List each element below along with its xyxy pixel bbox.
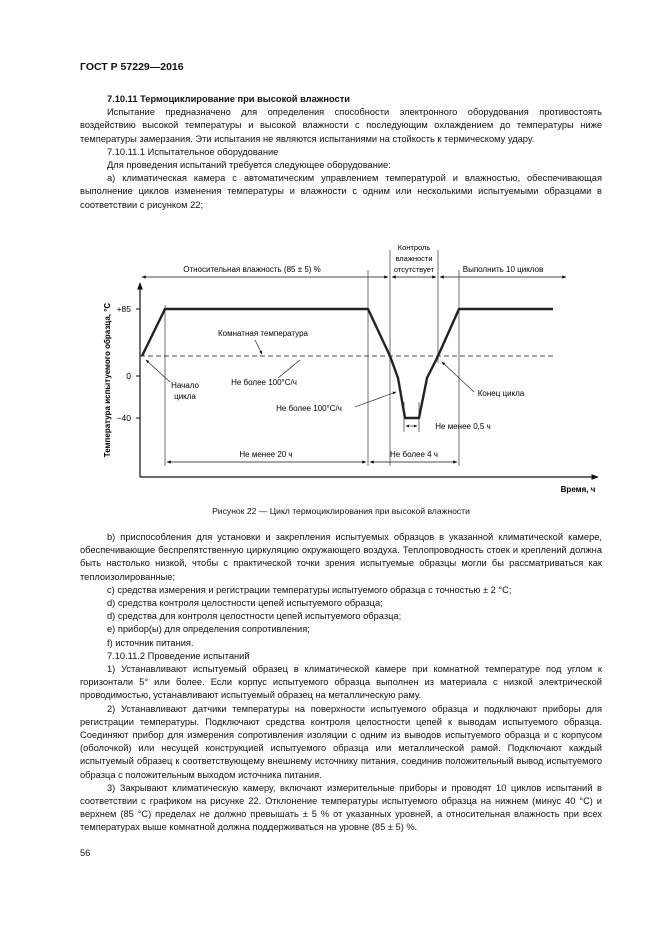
dur1-label: Не менее 20 ч bbox=[239, 450, 293, 459]
control-label-2: влажности bbox=[395, 254, 433, 263]
paragraph-equipment-intro: Для проведения испытаний требуется следующее оборудование: bbox=[107, 160, 391, 171]
start-leader bbox=[146, 360, 170, 382]
section-bottom bbox=[80, 531, 602, 835]
list-item-a: а) климатическая камера с автоматическим управлением температурой и влажностью, обеспечивающая выполнение циклов изменения температуры и влажности с одним или несколькими испытуемыми образцами в соответствии с рисунком 22; bbox=[80, 173, 602, 210]
procedure-step-3: 3) Закрывают климатическую камеру, включают измерительные приборы и проводят 10 циклов испытаний в соответствии с графиком на рисунке 22. Отклонение температуры испытуемого образца на нижнем (минус 40 °С) и верхнем (85 °С) пределах не должно превышать ± 5 % от указанных уровней, а относительная влажность при всех температурах выше комнатной должна поддерживаться на уровне (85 ± 5) %. bbox=[80, 782, 602, 833]
x-axis-label: Время, ч bbox=[560, 485, 596, 494]
humidity-label: Относительная влажность (85 ± 5) % bbox=[183, 265, 321, 274]
list-item-e: е) прибор(ы) для определения сопротивления; bbox=[107, 624, 310, 635]
list-item-d1: d) средства контроля целостности цепей испытуемого образца; bbox=[107, 598, 383, 609]
procedure-step-1: 1) Устанавливают испытуемый образец в климатической камере при комнатной температуре под углом к горизонтали 5° или более. Если корпус испытуемого образца выполнен из материала с низкой электрической проводимостью, устанавливают испытуемый образец на металлическую раму. bbox=[80, 664, 602, 701]
section-title: 7.10.11 Термоциклирование при высокой влажности bbox=[107, 94, 350, 104]
document-header: ГОСТ Р 57229—2016 bbox=[80, 61, 184, 73]
subsection-procedure: 7.10.11.2 Проведение испытаний bbox=[107, 650, 250, 661]
control-label-1: Контроль bbox=[397, 243, 431, 252]
temperature-profile bbox=[142, 309, 553, 418]
rate2-label: Не более 100°С/ч bbox=[276, 404, 342, 413]
start-label-1: Начало bbox=[171, 381, 199, 390]
start-label-2: цикла bbox=[174, 392, 196, 401]
list-item-c: с) средства измерения и регистрации температуры испытуемого образца с точностью ± 2 °С; bbox=[107, 584, 512, 595]
figure-caption: Рисунок 22 — Цикл термоциклирования при высокой влажности bbox=[212, 506, 470, 516]
end-leader bbox=[442, 362, 474, 392]
room-temp-leader bbox=[255, 340, 262, 354]
repeat-label: Выполнить 10 циклов bbox=[462, 265, 544, 274]
rate1-label: Не более 100°С/ч bbox=[231, 378, 297, 387]
list-item-d2: d) средства для контроля целостности цепей испытуемого образца; bbox=[107, 611, 402, 622]
end-label: Конец цикла bbox=[477, 389, 525, 398]
y-tick-label-minus40: −40 bbox=[116, 413, 131, 423]
hold-label: Не менее 0,5 ч bbox=[435, 422, 491, 431]
list-item-f: f) источник питания. bbox=[107, 637, 194, 648]
paragraph-purpose: Испытание предназначено для определения способности электронного оборудования противостоять воздействию высокой температуры и высокой влажности с последующим охлаждением до температуры ниже температуры замерзания. Эти испытания не являются испытаниями на стойкость к термическому удару. bbox=[80, 107, 602, 144]
procedure-step-2: 2) Устанавливают датчики температуры на поверхности испытуемого образца и подключают приборы для регистрации температуры. Подключают средства контроля целостности цепей к выводам испытуемого образца. Соединяют прибор для измерения сопротивления изоляции с одним из выводов испытуемого образца и с корпусом (оболочкой) или несущей конструкцией испытуемого образца или металлической рамой. Подключают каждый испытуемый образец к соответствующему внешнему источнику питания, соединив положительный вывод испытуемого образца с положительным выходом источника питания. bbox=[80, 703, 602, 780]
y-tick-label-0: 0 bbox=[126, 371, 131, 381]
y-tick-label-85: +85 bbox=[116, 304, 131, 314]
dur2-label: Не более 4 ч bbox=[390, 450, 438, 459]
rate1-leader bbox=[278, 360, 300, 378]
control-label-3: отсутствует bbox=[393, 265, 435, 274]
page-number: 56 bbox=[80, 848, 91, 858]
list-item-b: b) приспособления для установки и закрепления испытуемых образцов в указанной климатической камере, обеспечивающие беспрепятственную циркуляцию окружающего воздуха. Теплопроводность стоек и креплений должна быть настолько низкой, чтобы с практической точки зрения испытуемые образцы могли бы рассматриваться как теплоизолированные; bbox=[80, 532, 602, 582]
room-temp-label: Комнатная температура bbox=[218, 329, 308, 338]
subsection-equipment: 7.10.11.1 Испытательное оборудование bbox=[107, 146, 279, 157]
y-axis-label: Температура испытуемого образца, °С bbox=[103, 302, 112, 458]
